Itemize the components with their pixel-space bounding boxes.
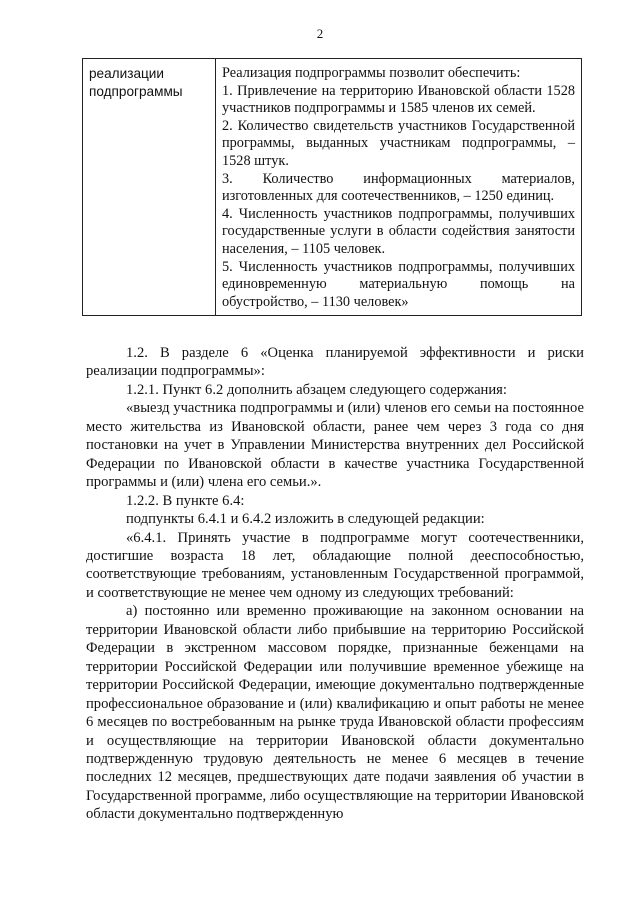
table-line-1: 1. Привлечение на территорию Ивановской области 1528 участников подпрограммы и 1585 членов их семей. bbox=[222, 82, 575, 117]
table-line-intro: Реализация подпрограммы позволит обеспечить: bbox=[222, 65, 521, 81]
table-line-2: 2. Количество свидетельств участников Государственной программы, выданных участникам подпрограммы, – 1528 штук. bbox=[222, 117, 575, 169]
table-line-3: 3. Количество информационных материалов, изготовленных для соотечественников, – 1250 единиц. bbox=[222, 170, 575, 205]
table-row bbox=[83, 59, 582, 316]
paragraph-6-4: 1.2.2. В пункте 6.4: bbox=[126, 492, 245, 509]
paragraph-requirement-a: а) постоянно или временно проживающие на законном основании на территории Ивановской области либо прибывшие на территорию Российской Федерации в экстренном массовом порядке, признанные беженцами на территории Российской Федерации или получившие временное убежище на территории Российской Федерации, имеющие документально подтвержденные профессиональное образование и (или) квалификацию и опыт работы не менее 6 месяцев по востребованным на рынке труда Ивановской области профессиям и осуществляющие на территории Ивановской области документально подтвержденную трудовую деятельность не менее 6 месяцев в течение последних 12 месяцев, предшествующих дате подачи заявления об участии в Государственной программе, либо осуществляющие на территории Ивановской области документально подтвержденную bbox=[86, 603, 584, 823]
paragraph-section-6: 1.2. В разделе 6 «Оценка планируемой эффективности и риски реализации подпрограммы»: bbox=[86, 345, 584, 380]
page-number: 2 bbox=[316, 26, 324, 41]
table-right-cell bbox=[216, 59, 582, 316]
paragraph-subpoints: подпункты 6.4.1 и 6.4.2 изложить в следующей редакции: bbox=[126, 511, 485, 528]
table-line-4: 4. Численность участников подпрограммы, получивших государственные услуги в области содействия занятости населения, – 1105 человек. bbox=[222, 205, 575, 257]
results-table bbox=[82, 58, 582, 316]
table-line-5: 5. Численность участников подпрограммы, получивших единовременную материальную помощь на обустройство, – 1130 человек» bbox=[222, 258, 575, 310]
paragraph-quote-6-2: «выезд участника подпрограммы и (или) членов его семьи на постоянное место жительства из Ивановской области, ранее чем через 3 года со дня постановки на учет в Управлении Министерства внутренних дел Российской Федерации по Ивановской области в качестве участника Государственной программы и (или) члена его семьи.». bbox=[86, 400, 584, 491]
paragraph-6-4-1: «6.4.1. Принять участие в подпрограмме могут соотечественники, достигшие возраста 18 лет, обладающие полной дееспособностью, соответствующие требованиям, установленным Государственной программой, и соответствующие не менее чем одному из следующих требований: bbox=[86, 529, 584, 601]
paragraph-6-2: 1.2.1. Пункт 6.2 дополнить абзацем следующего содержания: bbox=[126, 381, 507, 398]
document-body bbox=[86, 344, 584, 824]
table-left-cell: реализации подпрограммы bbox=[83, 59, 216, 316]
